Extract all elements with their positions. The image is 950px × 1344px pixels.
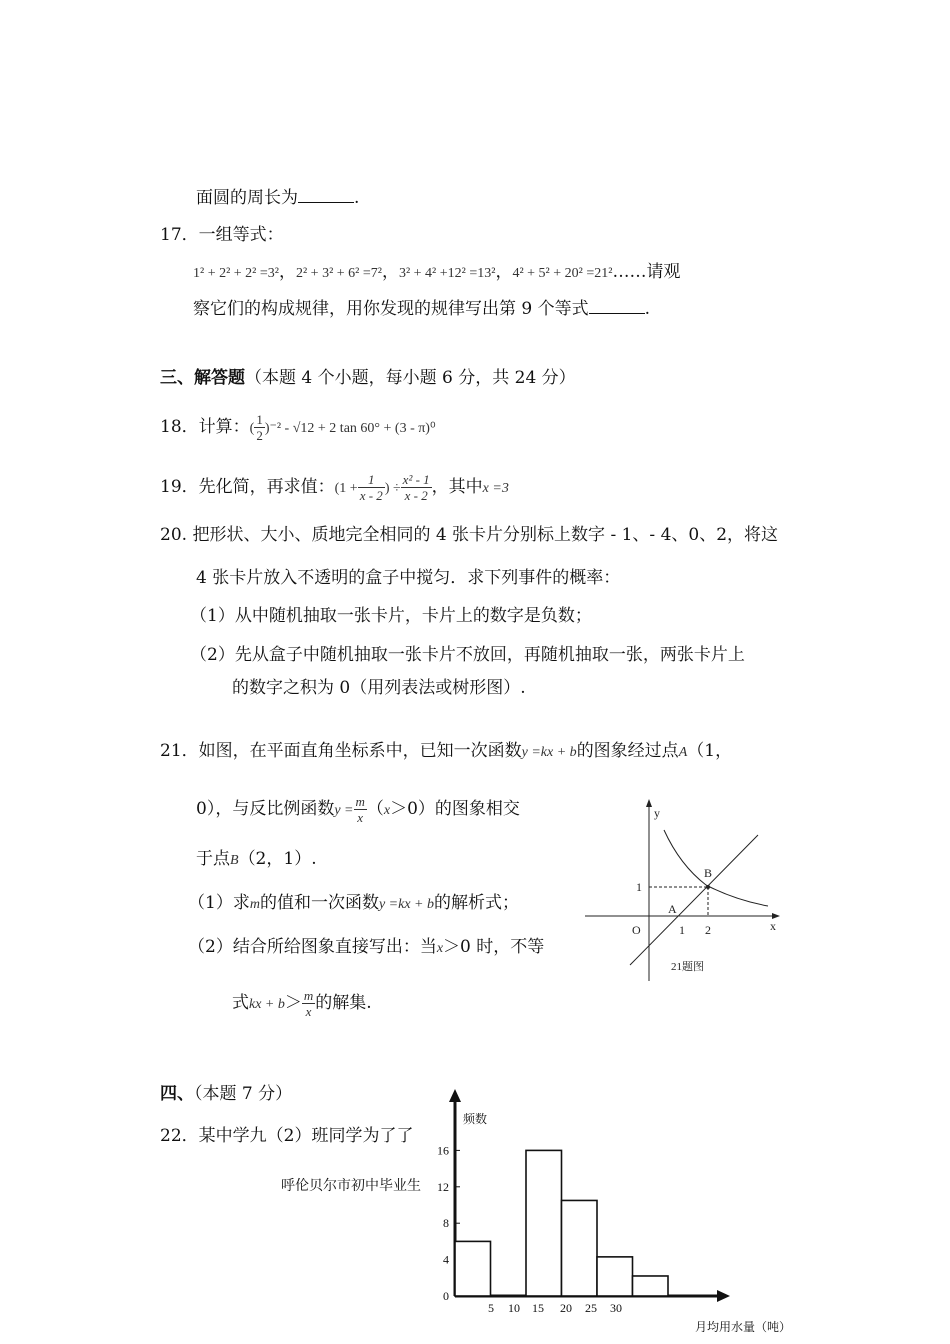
point-b-dot xyxy=(706,885,710,889)
q18-fraction: $\frac{1}{2}$ xyxy=(256,412,263,443)
q17-eq2: 2² + 3² + 6² =7² xyxy=(295,266,382,281)
x-axis-label: 月均用水量（吨） xyxy=(695,1320,792,1334)
y-tick-1: 1 xyxy=(636,880,642,894)
x-tick-2: 2 xyxy=(705,923,711,937)
histogram-bar xyxy=(562,1200,598,1296)
q22-line2: 呼伦贝尔市初中毕业生 xyxy=(281,1178,421,1194)
q21-line2: 0），与反比例函数y = $\frac{m}{x}$ （x＞0）的图象相交 xyxy=(196,794,520,825)
q21-line6: 式kx + b＞ $\frac{m}{x}$ 的解集. xyxy=(232,988,372,1019)
q21-line1: 21．如图，在平面直角坐标系中，已知一次函数y =kx + b的图象经过点A（1， xyxy=(160,741,733,761)
y-tick-label: 8 xyxy=(443,1216,449,1231)
q16-tail: 面圆的周长为 . xyxy=(196,188,360,208)
q19: 19．先化简，再求值：(1 + $\frac{1}{x - 2}$ ) ÷ $\frac{\text{x² - 1}}{x - 2}$ ，其中x =3 xyxy=(160,472,509,503)
x-tick-label: 20 xyxy=(560,1301,572,1315)
q20-line2: 4 张卡片放入不透明的盒子中搅匀．求下列事件的概率： xyxy=(196,568,621,588)
q21-figure xyxy=(580,795,790,985)
y-tick-label: 0 xyxy=(443,1289,449,1303)
q21-fraction: $\frac{m}{x}$ xyxy=(355,794,365,825)
y-axis-arrow xyxy=(646,799,652,807)
x-tick-label: 5 xyxy=(488,1301,494,1315)
x-tick-label: 30 xyxy=(610,1301,622,1315)
y-axis-arrow xyxy=(449,1089,461,1102)
q21-line4: （1）求m的值和一次函数y =kx + b的解析式； xyxy=(188,893,519,913)
q21-fraction2: $\frac{m}{x}$ xyxy=(303,988,314,1019)
q19-fraction1: $\frac{1}{x - 2}$ xyxy=(359,472,383,503)
histogram-chart xyxy=(425,1085,805,1335)
section4-heading: 四、（本题 7 分） xyxy=(160,1084,293,1104)
histogram-bar xyxy=(526,1150,562,1296)
histogram-bar xyxy=(597,1257,633,1296)
q20-line1: 20. 把形状、大小、质地完全相同的 4 张卡片分别标上数字 - 1、- 4、0、2，将这 xyxy=(160,525,779,545)
q17-eq3: 3² + 4² +12² =13² xyxy=(398,266,496,281)
q17-label: 17．一组等式： xyxy=(160,225,284,245)
q20-line5: 的数字之积为 0（用列表法或树形图）. xyxy=(232,678,526,698)
y-axis-label: y xyxy=(654,806,660,820)
histogram-bar xyxy=(633,1276,669,1296)
q21-line5: （2）结合所给图象直接写出：当x＞0 时，不等 xyxy=(188,937,545,957)
x-axis-label: x xyxy=(770,919,776,933)
q17-eq1: 1² + 2² + 2² =3² xyxy=(193,266,279,281)
q19-fraction2: $\frac{\text{x² - 1}}{x - 2}$ xyxy=(402,472,430,503)
figure-caption: 21题图 xyxy=(671,961,704,973)
origin-label: O xyxy=(632,923,641,937)
point-a-label: A xyxy=(668,902,677,916)
x-tick-label: 25 xyxy=(585,1301,597,1315)
x-tick-label: 10 xyxy=(508,1301,520,1315)
q18-expression: )⁻² - √12 + 2 tan 60° + (3 - π)⁰ xyxy=(264,421,436,436)
y-tick-label: 4 xyxy=(443,1252,449,1267)
q17-line2: 察它们的构成规律，用你发现的规律写出第 9 个等式 . xyxy=(193,299,651,319)
q20-line4: （2）先从盒子中随机抽取一张卡片不放回，再随机抽取一张，两张卡片上 xyxy=(190,645,745,665)
q18: 18．计算：( $\frac{1}{2}$ )⁻² - √12 + 2 tan 60° + (3 - π)⁰ xyxy=(160,412,436,443)
x-tick-label: 15 xyxy=(532,1301,544,1315)
q22-line1: 22．某中学九（2）班同学为了了 xyxy=(160,1126,414,1146)
answer-blank xyxy=(589,297,645,314)
point-b-label: B xyxy=(704,866,713,880)
histogram-bar xyxy=(455,1241,491,1296)
q17-equations: 1² + 2² + 2² =3²，2² + 3² + 6² =7²，3² + 4² +12² =13²，4² + 5² + 20² =21²……请观 xyxy=(193,262,681,282)
q17-tail: ……请观 xyxy=(612,262,681,282)
y-tick-label: 16 xyxy=(437,1143,449,1158)
q20-line3: （1）从中随机抽取一张卡片，卡片上的数字是负数； xyxy=(190,606,592,626)
q21-line3: 于点B（2，1）. xyxy=(196,849,317,869)
section3-heading: 三、解答题（本题 4 个小题，每小题 6 分，共 24 分） xyxy=(160,368,576,388)
q17-eq4: 4² + 5² + 20² =21² xyxy=(512,266,613,281)
y-axis-label: 频数 xyxy=(463,1112,488,1126)
x-tick-1: 1 xyxy=(679,923,685,937)
x-axis-arrow xyxy=(717,1290,730,1302)
answer-blank xyxy=(298,186,354,203)
y-tick-label: 12 xyxy=(437,1179,449,1194)
